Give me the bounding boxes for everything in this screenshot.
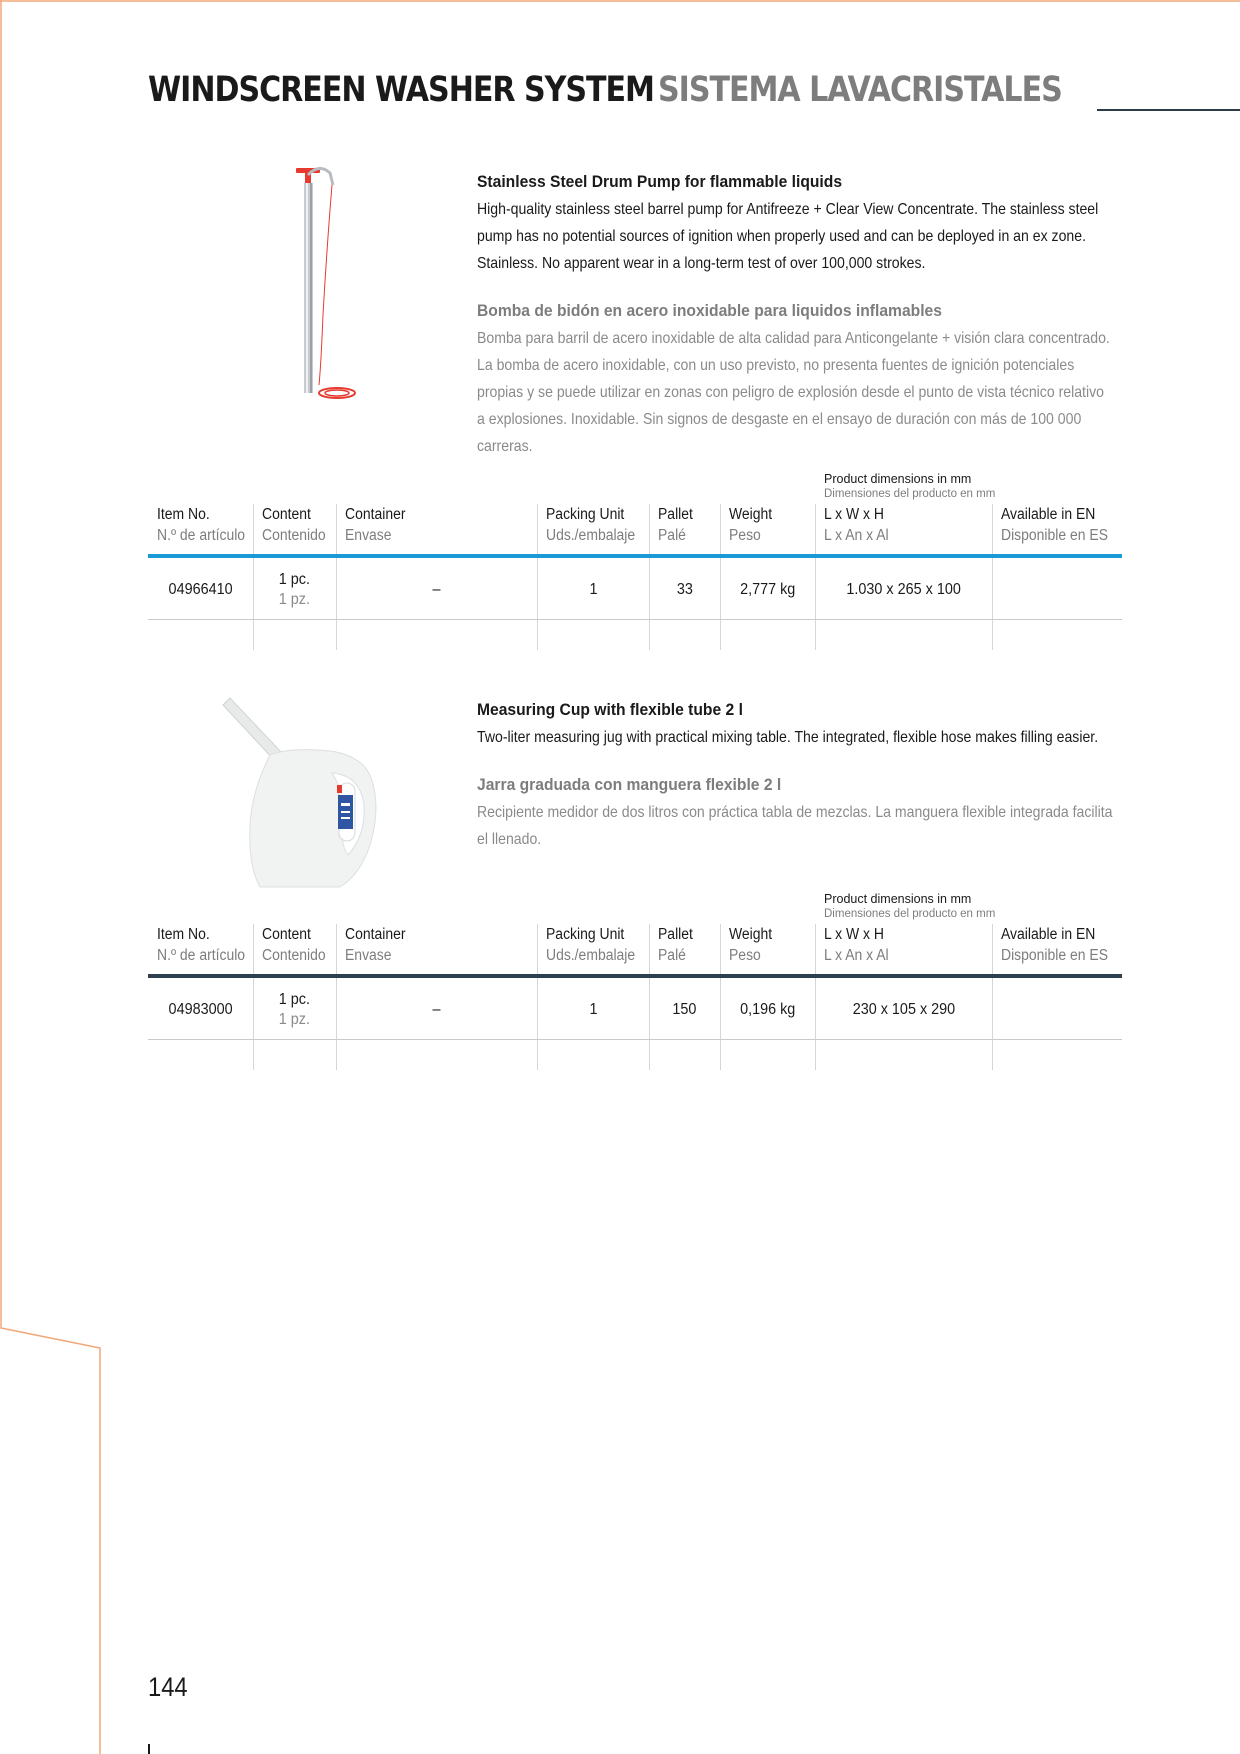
- cell-weight: 0,196 kg: [739, 1001, 796, 1018]
- cell-pallet: 33: [676, 581, 693, 598]
- col-weight: Weight Peso: [729, 926, 773, 964]
- cell-available: [992, 980, 1122, 1040]
- cell-container: –: [432, 1001, 441, 1018]
- col-content: Content Contenido: [262, 506, 326, 544]
- product-title-es: Bomba de bidón en acero inoxidable para liquidos inflamables: [477, 301, 942, 320]
- table-accent-bar: [148, 554, 1122, 558]
- col-weight: Weight Peso: [729, 506, 773, 544]
- cell-dims: 1.030 x 265 x 100: [846, 581, 961, 598]
- measuring-cup-description: [477, 700, 1117, 853]
- page-number: 144: [148, 1672, 188, 1702]
- col-packing: Packing Unit Uds./embalaje: [546, 506, 636, 544]
- product-desc-es: Bomba para barril de acero inoxidable de alta calidad para Anticongelante + visión clara concentrado. La bomba de acero inoxidable, con un uso previsto, no presenta fuentes de ignición potenciales propias y se puede utilizar en zonas con peligro de explosión desde el punto de vista técnico relativo a explosiones. Inoxidable. Sin signos de desgaste en el ensayo de duración con más de 100 000 carreras.: [477, 330, 1110, 455]
- header-rule: [1097, 109, 1240, 111]
- col-item: Item No. N.º de artículo: [157, 926, 246, 964]
- product-title-en: Measuring Cup with flexible tube 2 l: [477, 700, 743, 719]
- table-accent-bar: [148, 974, 1122, 978]
- measuring-cup-image: [220, 695, 400, 895]
- header-title-es: SISTEMA LAVACRISTALES: [658, 70, 1062, 110]
- cell-item: 04966410: [168, 581, 233, 598]
- col-content: Content Contenido: [262, 926, 326, 964]
- cell-packing: 1: [588, 1001, 598, 1018]
- col-packing: Packing Unit Uds./embalaje: [546, 926, 636, 964]
- page-header: [148, 70, 1062, 110]
- cell-available: [992, 560, 1122, 620]
- table-row: [148, 560, 1122, 620]
- cell-weight: 2,777 kg: [739, 581, 796, 598]
- product-title-es: Jarra graduada con manguera flexible 2 l: [477, 775, 782, 794]
- cell-container: –: [432, 581, 441, 598]
- header-title-en: WINDSCREEN WASHER SYSTEM: [148, 70, 654, 110]
- table-row: [148, 980, 1122, 1040]
- cell-item: 04983000: [168, 1001, 233, 1018]
- col-pallet: Pallet Palé: [658, 506, 693, 544]
- col-dims: L x W x H L x An x Al: [824, 506, 889, 544]
- cell-pallet: 150: [672, 1001, 697, 1018]
- col-available: Available in EN Disponible en ES: [1001, 506, 1109, 544]
- table-header: [148, 504, 1122, 560]
- page-number-bar: [148, 1744, 150, 1754]
- product-title-en: Stainless Steel Drum Pump for flammable liquids: [477, 172, 843, 191]
- col-container: Container Envase: [345, 926, 406, 964]
- cell-content: 1 pc. 1 pz.: [278, 991, 311, 1028]
- table-header: [148, 924, 1122, 980]
- drum-pump-image: [285, 165, 365, 405]
- cell-content: 1 pc. 1 pz.: [278, 571, 311, 608]
- product-desc-en: High-quality stainless steel barrel pump for Antifreeze + Clear View Concentrate. The stainless steel pump has no potential sources of ignition when properly used and can be deployed in an ex zone. Stainless. No apparent wear in a long-term test of over 100,000 strokes.: [477, 201, 1099, 272]
- col-dims: L x W x H L x An x Al: [824, 926, 889, 964]
- col-available: Available in EN Disponible en ES: [1001, 926, 1109, 964]
- product-desc-es: Recipiente medidor de dos litros con práctica tabla de mezclas. La manguera flexible integrada facilita el llenado.: [477, 804, 1113, 848]
- cell-packing: 1: [588, 581, 598, 598]
- col-pallet: Pallet Palé: [658, 926, 693, 964]
- cell-dims: 230 x 105 x 290: [852, 1001, 955, 1018]
- dimension-note: Product dimensions in mm Dimensiones del producto en mm: [824, 892, 996, 920]
- product-desc-en: Two-liter measuring jug with practical mixing table. The integrated, flexible hose makes filling easier.: [477, 729, 1099, 746]
- col-container: Container Envase: [345, 506, 406, 544]
- drum-pump-description: [477, 172, 1117, 460]
- col-item: Item No. N.º de artículo: [157, 506, 246, 544]
- dimension-note: Product dimensions in mm Dimensiones del producto en mm: [824, 472, 996, 500]
